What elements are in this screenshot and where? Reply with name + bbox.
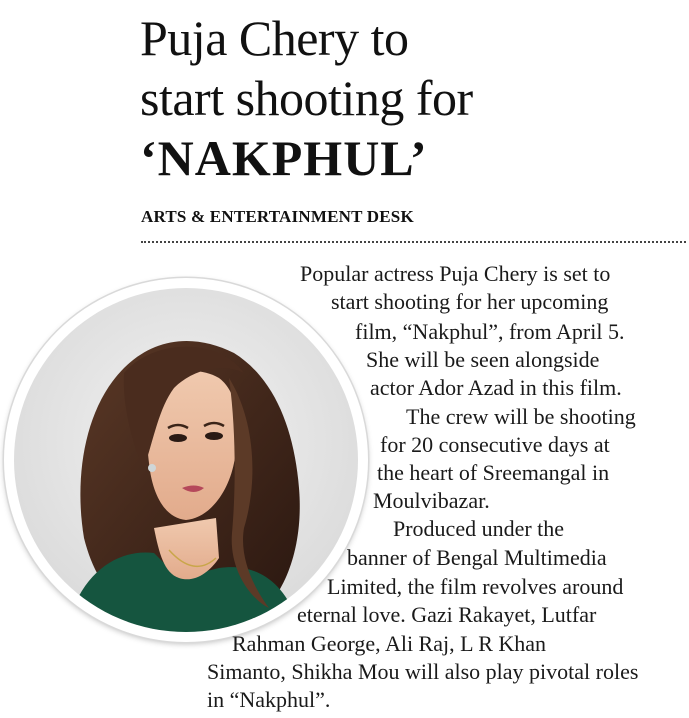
body-line: The crew will be shooting (406, 404, 636, 429)
headline-line-3: ‘NAKPHUL’ (140, 130, 428, 186)
body-line: Rahman George, Ali Raj, L R Khan (232, 631, 547, 656)
body-line: for 20 consecutive days at (380, 432, 610, 457)
byline: ARTS & ENTERTAINMENT DESK (141, 207, 414, 226)
body-line: the heart of Sreemangal in (377, 460, 610, 485)
headline-line-2: start shooting for (140, 70, 473, 126)
body-line: She will be seen alongside (366, 347, 600, 372)
headline (140, 8, 680, 188)
body-line: start shooting for her upcoming (331, 289, 609, 314)
portrait-photo (4, 278, 368, 642)
body-line: actor Ador Azad in this film. (370, 375, 622, 400)
body-line: film, “Nakphul”, from April 5. (355, 319, 625, 344)
body-line: Popular actress Puja Chery is set to (300, 261, 611, 286)
body-line: Simanto, Shikha Mou will also play pivotal roles (207, 659, 639, 684)
portrait-illustration (4, 278, 368, 642)
headline-line-1: Puja Chery to (140, 10, 409, 66)
body-line: Limited, the film revolves around (327, 574, 624, 599)
body-line: eternal love. Gazi Rakayet, Lutfar (297, 602, 597, 627)
body-line: Moulvibazar. (373, 488, 490, 513)
body-line: Produced under the (393, 516, 565, 541)
body-line: in “Nakphul”. (207, 687, 331, 712)
dotted-divider (141, 241, 686, 243)
body-line: banner of Bengal Multimedia (347, 545, 607, 570)
